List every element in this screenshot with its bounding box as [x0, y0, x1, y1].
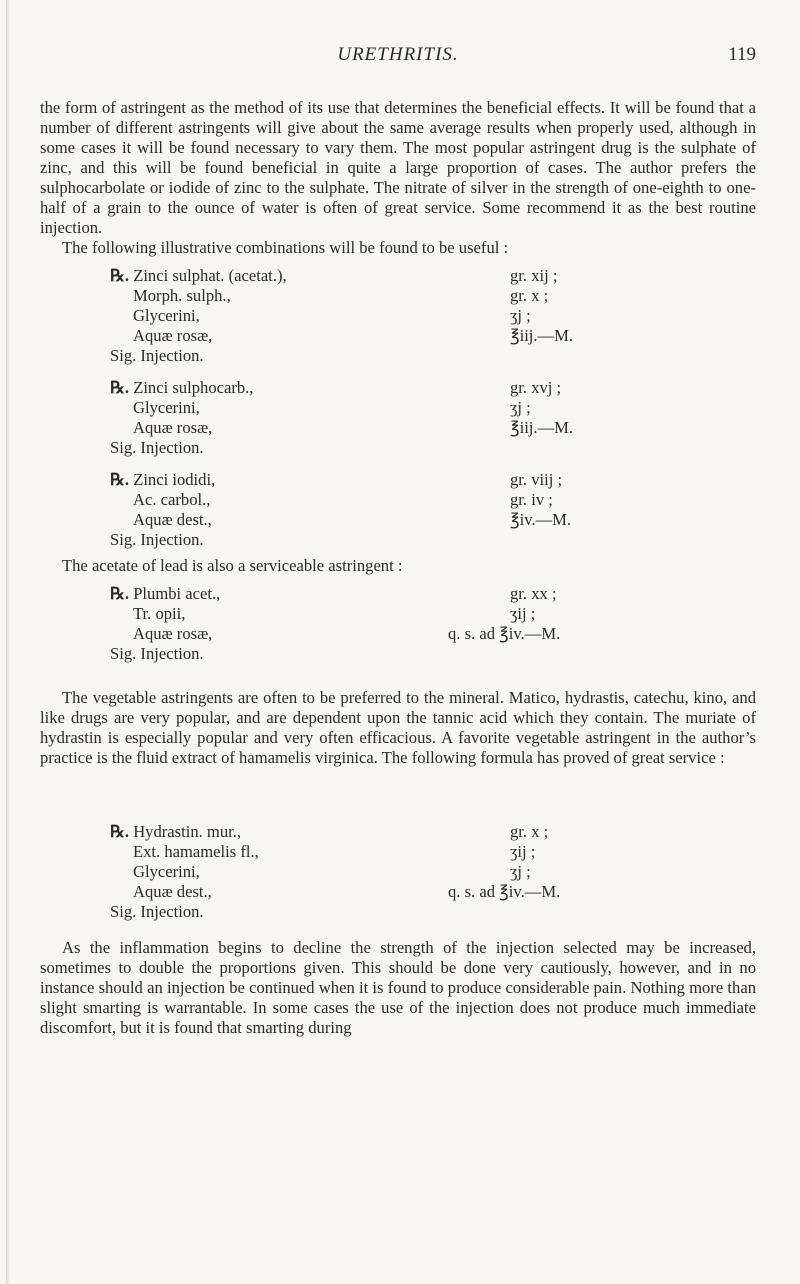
quantity: gr. xvj ; [510, 378, 562, 397]
prescription-line [110, 398, 730, 418]
page-number: 119 [728, 44, 756, 65]
prescription-line [110, 470, 730, 490]
prescription-line [110, 842, 730, 862]
quantity: q. s. ad ℥iv.—M. [448, 624, 561, 643]
prescription-lead-acetate [110, 584, 730, 664]
prescription-sig: Sig. Injection. [110, 530, 204, 549]
quantity: ℥iij.—M. [510, 326, 574, 345]
prescription-line [110, 584, 730, 604]
quantity: gr. x ; [510, 286, 549, 305]
quantity: ʒj ; [510, 306, 531, 325]
quantity: q. s. ad ℥iv.—M. [448, 882, 561, 901]
ingredient: Aquæ dest., [133, 510, 212, 529]
quantity: gr. xx ; [510, 584, 557, 603]
ingredient: Morph. sulph., [133, 286, 231, 305]
ingredient: Zinci iodidi, [133, 470, 216, 489]
ingredient: Aquæ rosæ, [133, 326, 213, 345]
quantity: gr. iv ; [510, 490, 553, 509]
prescription-line [110, 510, 730, 530]
page-edge-shadow [6, 0, 9, 1284]
ingredient: Glycerini, [133, 306, 200, 325]
prescription-line [110, 266, 730, 286]
prescription-hydrastin [110, 822, 730, 922]
quantity: ℥iij.—M. [510, 418, 574, 437]
ingredient: Tr. opii, [133, 604, 186, 623]
ingredient: Plumbi acet., [133, 584, 221, 603]
paragraph-inflammation-decline: As the inflammation begins to decline the strength of the injection selected may be increased, sometimes to double the proportions given. This should be done very cautiously, however, and in no instance should an injection be continued when it is found to produce considerable pain. Nothing more than slight smarting is warrantable. In some cases the use of the injection does not produce much immediate discomfort, but it is found that smarting during [40, 938, 756, 1037]
ingredient: Ext. hamamelis fl., [133, 842, 259, 861]
ingredient: Glycerini, [133, 862, 200, 881]
quantity: ʒj ; [510, 862, 531, 881]
quantity: gr. viij ; [510, 470, 563, 489]
ingredient: Aquæ rosæ, [133, 624, 213, 643]
prescription-zinc-sulphate [110, 266, 730, 366]
ingredient: Aquæ rosæ, [133, 418, 213, 437]
ingredient: Glycerini, [133, 398, 200, 417]
paragraph-intro: the form of astringent as the method of its use that determines the beneficial effects. It will be found that a number of different astringents will give about the same average results when properly used, although in some cases it will be found necessary to vary them. The most popular astringent drug is the sulphate of zinc, and this will be found beneficial in quite a large proportion of cases. The author prefers the sulphocarbolate or iodide of zinc to the sulphate. The nitrate of silver in the strength of one-eighth to one-half of a grain to the ounce of water is often of great service. Some recommend it as the best routine injection. [40, 98, 756, 237]
prescription-zinc-iodide [110, 470, 730, 550]
prescription-line [110, 306, 730, 326]
prescription-line [110, 286, 730, 306]
recipe-symbol: ℞. [110, 822, 130, 841]
prescription-sig: Sig. Injection. [110, 346, 204, 365]
prescription-line [110, 418, 730, 438]
recipe-symbol: ℞. [110, 266, 130, 285]
quantity: ʒij ; [510, 842, 536, 861]
ingredient: Zinci sulphat. (acetat.), [133, 266, 287, 285]
recipe-symbol: ℞. [110, 470, 130, 489]
paragraph-vegetable-astringents: The vegetable astringents are often to be preferred to the mineral. Matico, hydrastis, catechu, kino, and like drugs are very popular, and are dependent upon the tannic acid which they contain. The muriate of hydrastin is especially popular and very often efficacious. A favorite vegetable astringent in the author’s practice is the fluid extract of hamamelis virginica. The following formula has proved of great service : [40, 688, 756, 767]
prescription-line [110, 604, 730, 624]
prescription-sig: Sig. Injection. [110, 902, 204, 921]
ingredient: Aquæ dest., [133, 882, 212, 901]
prescription-line [110, 822, 730, 842]
ingredient: Zinci sulphocarb., [133, 378, 254, 397]
prescription-line [110, 882, 730, 902]
ingredient: Ac. carbol., [133, 490, 211, 509]
quantity: ℥iv.—M. [510, 510, 572, 529]
running-title: URETHRITIS. [337, 44, 459, 65]
prescription-line [110, 378, 730, 398]
paragraph-combinations-lead: The following illustrative combinations will be found to be useful : [62, 238, 509, 257]
recipe-symbol: ℞. [110, 378, 130, 397]
paragraph-lead-acetate: The acetate of lead is also a serviceable astringent : [62, 556, 403, 575]
page-header [40, 44, 756, 74]
prescription-line [110, 490, 730, 510]
quantity: gr. x ; [510, 822, 549, 841]
quantity: ʒj ; [510, 398, 531, 417]
prescription-sig: Sig. Injection. [110, 644, 204, 663]
prescription-line [110, 624, 730, 644]
quantity: ʒij ; [510, 604, 536, 623]
quantity: gr. xij ; [510, 266, 558, 285]
recipe-symbol: ℞. [110, 584, 130, 603]
prescription-zinc-sulphocarbolate [110, 378, 730, 458]
ingredient: Hydrastin. mur., [133, 822, 242, 841]
prescription-sig: Sig. Injection. [110, 438, 204, 457]
prescription-line [110, 326, 730, 346]
prescription-line [110, 862, 730, 882]
